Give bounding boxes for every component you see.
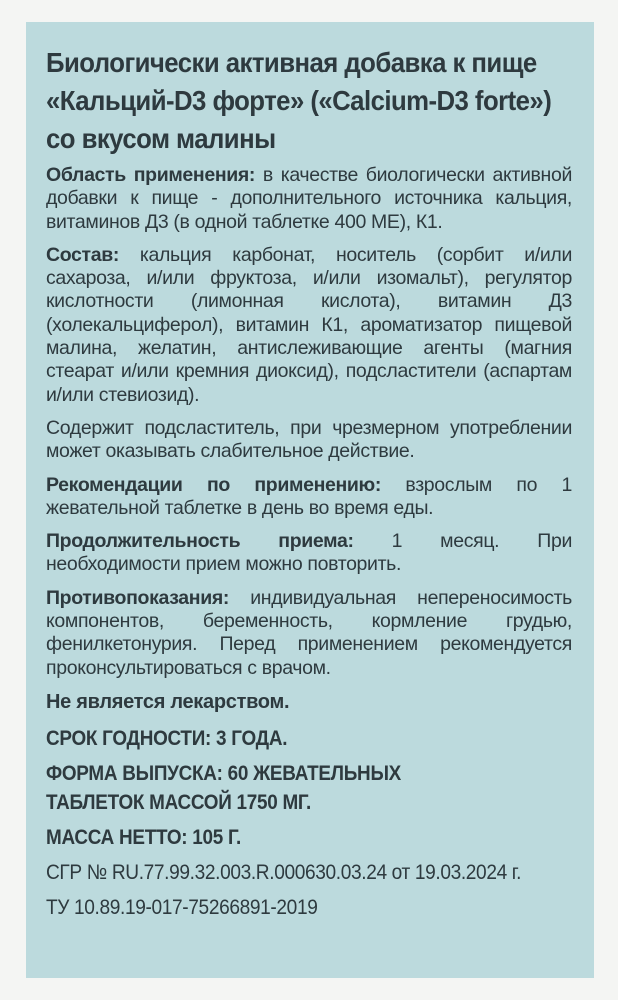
release-form-line-2: ТАБЛЕТОК МАССОЙ 1750 МГ. — [46, 790, 312, 814]
contraindications-section — [46, 587, 572, 680]
release-form-line-1: ФОРМА ВЫПУСКА: 60 ЖЕВАТЕЛЬНЫХ — [46, 761, 402, 785]
recommendations-text: взрослым по 1 жевательной таблетке в день во время еды. — [46, 473, 572, 519]
sgr-registration: СГР № RU.77.99.32.003.R.000630.03.24 от 19.03.2024 г. — [46, 860, 522, 884]
net-weight: МАССА НЕТТО: 105 Г. — [46, 825, 242, 849]
contraindications-text: индивидуальная непереносимость компонентов, беременность, кормление грудью, фенилкетонурия. Перед применением рекомендуется проконсультироваться с врачом. — [46, 586, 572, 679]
application-label: Область применения: — [46, 164, 256, 186]
title-line-2: «Кальций-D3 форте» («Calcium-D3 forte») — [46, 85, 552, 116]
product-title — [46, 44, 570, 158]
title-line-1: Биологически активная добавка к пище — [46, 47, 537, 78]
composition-label: Состав: — [46, 243, 120, 266]
release-form — [46, 759, 586, 817]
duration-label: Продолжительность приема: — [46, 530, 354, 553]
title-line-3: со вкусом малины — [46, 123, 276, 154]
duration-text: 1 месяц. При необходимости прием можно повторить. — [46, 530, 572, 576]
recommendations-section — [46, 474, 572, 521]
shelf-life: СРОК ГОДНОСТИ: 3 ГОДА. — [46, 726, 288, 750]
not-medicine-note: Не является лекарством. — [46, 690, 290, 713]
application-section — [46, 164, 572, 234]
duration-section — [46, 530, 572, 577]
application-text: в качестве биологически активной добавки к пище - дополнительного источника кальция, витаминов Д3 (в одной таблетке 400 МЕ), К1. — [46, 164, 572, 233]
composition-text: кальция карбонат, носитель (сорбит и/или сахароза, и/или фруктоза, и/или изомальт), регулятор кислотности (лимонная кислота), витамин Д3 (холекальциферол), витамин К1, ароматизатор пищевой малина, желатин, антислеживающие агенты (магния стеарат и/или кремния диоксид), подсластители (аспартам и/или стевиозид). — [46, 243, 572, 406]
recommendations-label: Рекомендации по применению: — [46, 473, 382, 496]
warning-text: Содержит подсластитель, при чрезмерном употреблении может оказывать слабительное действие. — [46, 416, 572, 463]
contraindications-label: Противопоказания: — [46, 586, 230, 609]
label-panel — [26, 22, 594, 978]
composition-section — [46, 244, 572, 407]
tu-standard: ТУ 10.89.19-017-75266891-2019 — [46, 895, 318, 919]
